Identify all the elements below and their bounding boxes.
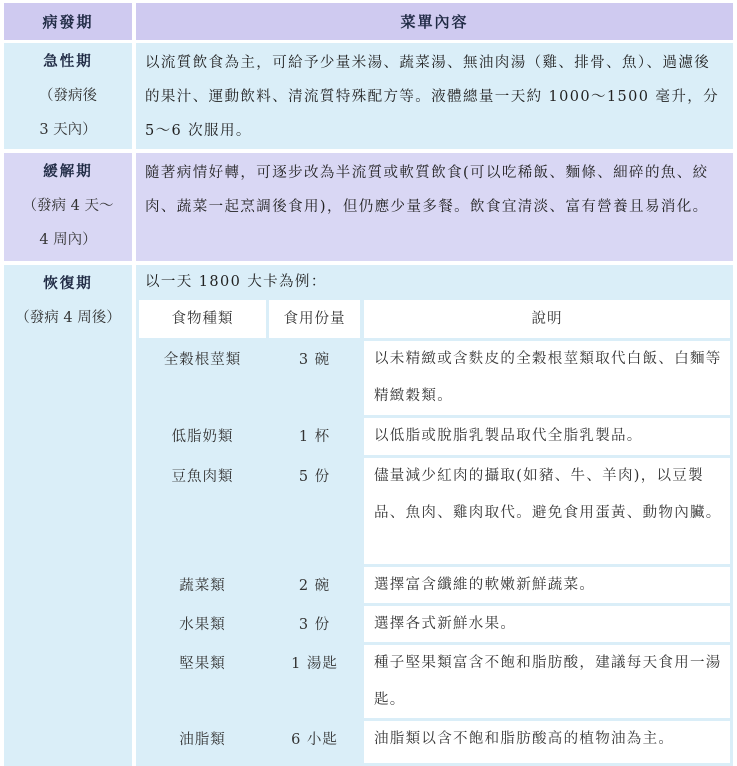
table-row-0-food: 全穀根莖類 bbox=[139, 341, 266, 415]
inner-header-food: 食物種類 bbox=[139, 300, 266, 338]
table-row-3-portion: 2 碗 bbox=[269, 567, 360, 603]
remission-content: 隨著病情好轉，可逐步改為半流質或軟質飲食(可以吃稀飯、麵條、細碎的魚、絞肉、蔬菜一起烹調後食用)，但仍應少量多餐。飲食宜清淡、富有營養且易消化。 bbox=[136, 153, 733, 261]
header-phase: 病發期 bbox=[4, 3, 132, 40]
phase-recovery bbox=[4, 265, 132, 766]
phase-acute-sub1: （發病後 bbox=[39, 88, 97, 104]
table-row-4-portion: 3 份 bbox=[269, 606, 360, 642]
table-row-6-portion: 6 小匙 bbox=[269, 721, 360, 763]
table-row-2-food: 豆魚肉類 bbox=[139, 458, 266, 564]
phase-recovery-sub1: （發病 4 周後） bbox=[15, 310, 121, 326]
table-row-6-note: 油脂類以含不飽和脂肪酸高的植物油為主。 bbox=[364, 721, 730, 763]
table-row-3-note: 選擇富含纖維的軟嫩新鮮蔬菜。 bbox=[364, 567, 730, 603]
phase-remission-sub1: （發病 4 天～ bbox=[22, 198, 114, 214]
table-row-0-note: 以未精緻或含麩皮的全穀根莖類取代白飯、白麵等精緻穀類。 bbox=[364, 341, 730, 415]
acute-content: 以流質飲食為主，可給予少量米湯、蔬菜湯、無油肉湯（雞、排骨、魚）、過濾後的果汁、運動飲料、清流質特殊配方等。液體總量一天約 1000～1500 毫升，分 5～6 次服用。 bbox=[136, 43, 733, 149]
phase-acute-name: 急性期 bbox=[43, 54, 93, 70]
phase-recovery-name: 恢復期 bbox=[43, 276, 93, 292]
table-row-0-portion: 3 碗 bbox=[269, 341, 360, 415]
phase-acute-sub2: 3 天內） bbox=[39, 122, 97, 138]
table-row-5-food: 堅果類 bbox=[139, 645, 266, 718]
inner-header-note: 說明 bbox=[364, 300, 730, 338]
phase-remission-name: 緩解期 bbox=[43, 164, 93, 180]
table-row-2-portion: 5 份 bbox=[269, 458, 360, 564]
phase-remission bbox=[4, 153, 132, 261]
table-row-4-food: 水果類 bbox=[139, 606, 266, 642]
table-row-4-note: 選擇各式新鮮水果。 bbox=[364, 606, 730, 642]
phase-remission-sub2: 4 周內） bbox=[39, 232, 97, 248]
table-row-1-note: 以低脂或脫脂乳製品取代全脂乳製品。 bbox=[364, 418, 730, 455]
table-row-2-note: 儘量減少紅肉的攝取(如豬、牛、羊肉)，以豆製品、魚肉、雞肉取代。避免食用蛋黃、動物內臟。 bbox=[364, 458, 730, 564]
table-row-5-portion: 1 湯匙 bbox=[269, 645, 360, 718]
header-menu: 菜單內容 bbox=[136, 3, 733, 40]
table-row-5-note: 種子堅果類富含不飽和脂肪酸，建議每天食用一湯匙。 bbox=[364, 645, 730, 718]
recovery-intro: 以一天 1800 大卡為例： bbox=[145, 274, 327, 290]
table-row-1-food: 低脂奶類 bbox=[139, 418, 266, 455]
phase-acute bbox=[4, 43, 132, 149]
table-row-1-portion: 1 杯 bbox=[269, 418, 360, 455]
table-row-6-food: 油脂類 bbox=[139, 721, 266, 763]
inner-header-portion: 食用份量 bbox=[269, 300, 360, 338]
table-row-3-food: 蔬菜類 bbox=[139, 567, 266, 603]
